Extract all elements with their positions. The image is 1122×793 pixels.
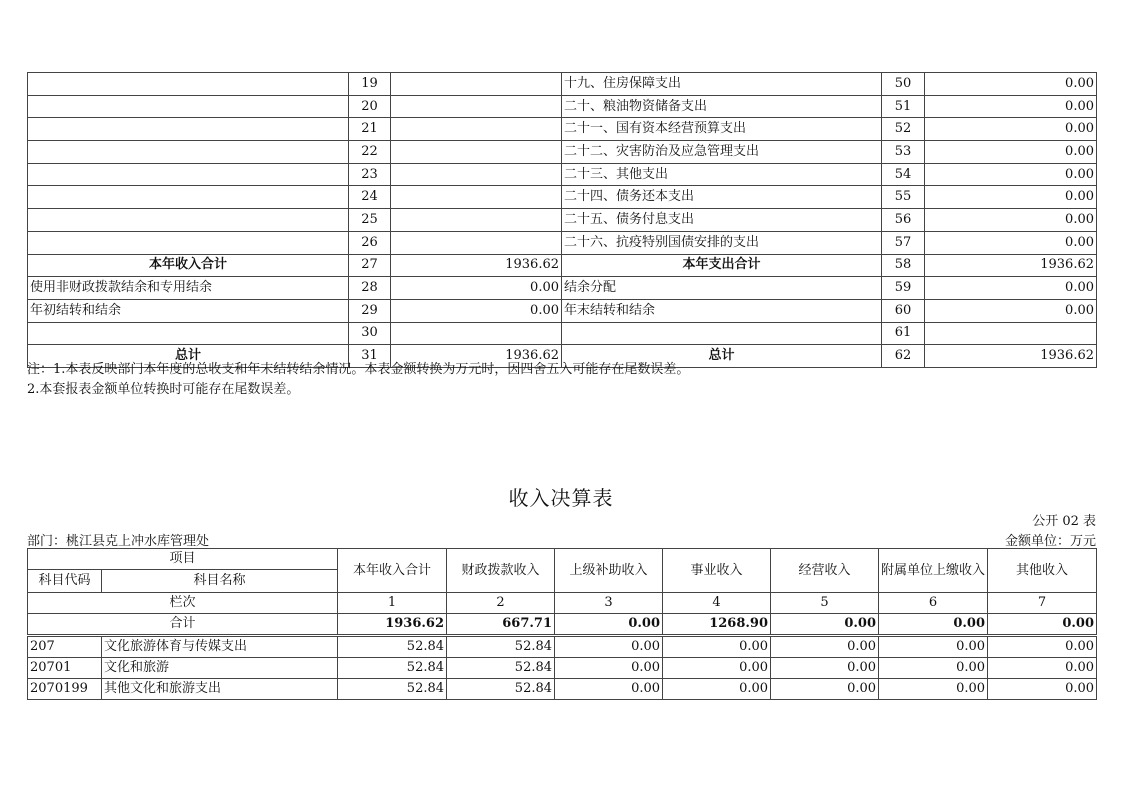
expense-item-label: 总计 — [562, 345, 882, 368]
expense-row-number: 55 — [882, 186, 925, 209]
col-number: 7 — [988, 593, 1097, 614]
note-line-2: 2.本套报表金额单位转换时可能存在尾数误差。 — [27, 382, 300, 397]
report-title: 收入决算表 — [508, 486, 614, 510]
income-item-label — [28, 209, 349, 232]
income-row-number: 27 — [349, 254, 391, 277]
income-row-number: 29 — [349, 299, 391, 322]
income-value: 0.00 — [879, 658, 988, 679]
col-number: 6 — [879, 593, 988, 614]
col-number-label: 栏次 — [28, 593, 338, 614]
income-amount — [391, 322, 562, 345]
expense-item-label: 十九、住房保障支出 — [562, 73, 882, 96]
expense-row-number: 58 — [882, 254, 925, 277]
expense-item-label: 二十五、债务付息支出 — [562, 209, 882, 232]
expense-item-label: 二十、粮油物资储备支出 — [562, 95, 882, 118]
expense-amount: 0.00 — [925, 95, 1097, 118]
expense-row-number: 53 — [882, 141, 925, 164]
total-value: 0.00 — [555, 614, 663, 636]
income-amount — [391, 186, 562, 209]
header-name: 科目名称 — [102, 570, 338, 593]
income-row-number: 25 — [349, 209, 391, 232]
income-row-number: 30 — [349, 322, 391, 345]
expense-amount: 0.00 — [925, 186, 1097, 209]
income-amount — [391, 95, 562, 118]
expense-amount: 0.00 — [925, 231, 1097, 254]
table-row — [28, 636, 1097, 658]
subject-name: 其他文化和旅游支出 — [102, 679, 338, 700]
expense-row-number: 52 — [882, 118, 925, 141]
income-amount: 1936.62 — [391, 345, 562, 368]
expense-amount: 0.00 — [925, 299, 1097, 322]
total-value: 0.00 — [988, 614, 1097, 636]
income-item-label — [28, 163, 349, 186]
expense-amount: 0.00 — [925, 73, 1097, 96]
expense-item-label: 年末结转和结余 — [562, 299, 882, 322]
income-amount — [391, 209, 562, 232]
income-item-label — [28, 141, 349, 164]
subject-code: 20701 — [28, 658, 102, 679]
expense-row-number: 61 — [882, 322, 925, 345]
expense-item-label: 本年支出合计 — [562, 254, 882, 277]
header-col-7: 其他收入 — [988, 549, 1097, 593]
income-amount — [391, 118, 562, 141]
header-code: 科目代码 — [28, 570, 102, 593]
income-row-number: 20 — [349, 95, 391, 118]
total-value: 1268.90 — [663, 614, 771, 636]
table-row — [28, 277, 1097, 300]
header-col-1: 本年收入合计 — [338, 549, 447, 593]
income-row-number: 24 — [349, 186, 391, 209]
table-row — [28, 254, 1097, 277]
income-amount: 0.00 — [391, 299, 562, 322]
col-number: 3 — [555, 593, 663, 614]
table-row — [28, 73, 1097, 96]
subject-name: 文化和旅游 — [102, 658, 338, 679]
table-row — [28, 186, 1097, 209]
total-value: 667.71 — [447, 614, 555, 636]
income-item-label: 使用非财政拨款结余和专用结余 — [28, 277, 349, 300]
unit-label: 金额单位：万元 — [1004, 534, 1096, 549]
expense-item-label: 二十四、债务还本支出 — [562, 186, 882, 209]
income-value: 0.00 — [771, 679, 879, 700]
table-row — [28, 658, 1097, 679]
income-item-label: 本年收入合计 — [28, 254, 349, 277]
table-row — [28, 163, 1097, 186]
expense-row-number: 60 — [882, 299, 925, 322]
expense-amount: 1936.62 — [925, 254, 1097, 277]
income-item-label — [28, 231, 349, 254]
income-value: 0.00 — [879, 636, 988, 658]
income-item-label — [28, 322, 349, 345]
income-value: 0.00 — [663, 679, 771, 700]
income-value: 0.00 — [555, 658, 663, 679]
department-label: 部门：桃江县克上冲水库管理处 — [27, 534, 210, 549]
income-row-number: 28 — [349, 277, 391, 300]
col-number: 4 — [663, 593, 771, 614]
total-value: 0.00 — [771, 614, 879, 636]
expense-amount: 0.00 — [925, 209, 1097, 232]
expense-item-label: 结余分配 — [562, 277, 882, 300]
col-number: 2 — [447, 593, 555, 614]
expense-amount: 0.00 — [925, 277, 1097, 300]
expense-amount: 1936.62 — [925, 345, 1097, 368]
expense-row-number: 51 — [882, 95, 925, 118]
expense-item-label: 二十一、国有资本经营预算支出 — [562, 118, 882, 141]
header-item: 项目 — [28, 549, 338, 570]
expense-row-number: 54 — [882, 163, 925, 186]
income-value: 52.84 — [447, 658, 555, 679]
expense-amount: 0.00 — [925, 118, 1097, 141]
expense-row-number: 62 — [882, 345, 925, 368]
income-amount: 1936.62 — [391, 254, 562, 277]
income-value: 0.00 — [555, 636, 663, 658]
expense-row-number: 57 — [882, 231, 925, 254]
income-row-number: 23 — [349, 163, 391, 186]
income-report-table — [27, 548, 1097, 700]
income-expense-summary-table — [27, 72, 1097, 368]
income-value: 0.00 — [988, 636, 1097, 658]
income-value: 52.84 — [447, 679, 555, 700]
table-row — [28, 209, 1097, 232]
col-number: 5 — [771, 593, 879, 614]
income-value: 52.84 — [447, 636, 555, 658]
subject-code: 207 — [28, 636, 102, 658]
income-value: 0.00 — [555, 679, 663, 700]
total-value: 1936.62 — [338, 614, 447, 636]
income-amount — [391, 231, 562, 254]
income-item-label: 总计 — [28, 345, 349, 368]
income-row-number: 31 — [349, 345, 391, 368]
income-row-number: 19 — [349, 73, 391, 96]
table-row — [28, 231, 1097, 254]
expense-amount: 0.00 — [925, 163, 1097, 186]
table-row — [28, 118, 1097, 141]
income-row-number: 22 — [349, 141, 391, 164]
header-col-4: 事业收入 — [663, 549, 771, 593]
expense-item-label: 二十三、其他支出 — [562, 163, 882, 186]
income-amount — [391, 141, 562, 164]
income-value: 0.00 — [771, 636, 879, 658]
income-amount — [391, 73, 562, 96]
income-value: 0.00 — [663, 658, 771, 679]
expense-amount: 0.00 — [925, 141, 1097, 164]
subject-name: 文化旅游体育与传媒支出 — [102, 636, 338, 658]
income-value: 52.84 — [338, 658, 447, 679]
income-amount — [391, 163, 562, 186]
income-item-label — [28, 73, 349, 96]
table-row — [28, 299, 1097, 322]
expense-item-label: 二十二、灾害防治及应急管理支出 — [562, 141, 882, 164]
income-row-number: 21 — [349, 118, 391, 141]
subject-code: 2070199 — [28, 679, 102, 700]
header-col-5: 经营收入 — [771, 549, 879, 593]
total-value: 0.00 — [879, 614, 988, 636]
table-row — [28, 322, 1097, 345]
table-row — [28, 679, 1097, 700]
note-line-1: 注：1.本表反映部门本年度的总收支和年末结转结余情况。本表金额转换为万元时，因四舍五入可能存在尾数误差。 — [27, 362, 690, 377]
income-value: 0.00 — [988, 658, 1097, 679]
income-item-label — [28, 118, 349, 141]
header-col-2: 财政拨款收入 — [447, 549, 555, 593]
table-row — [28, 141, 1097, 164]
form-number: 公开 02 表 — [1032, 514, 1096, 529]
total-label: 合计 — [28, 614, 338, 636]
expense-row-number: 56 — [882, 209, 925, 232]
income-value: 52.84 — [338, 679, 447, 700]
income-row-number: 26 — [349, 231, 391, 254]
income-value: 0.00 — [879, 679, 988, 700]
income-value: 52.84 — [338, 636, 447, 658]
expense-row-number: 59 — [882, 277, 925, 300]
total-row — [28, 614, 1097, 636]
income-value: 0.00 — [771, 658, 879, 679]
expense-amount — [925, 322, 1097, 345]
expense-item-label: 二十六、抗疫特别国债安排的支出 — [562, 231, 882, 254]
header-col-3: 上级补助收入 — [555, 549, 663, 593]
income-item-label — [28, 95, 349, 118]
income-value: 0.00 — [663, 636, 771, 658]
expense-row-number: 50 — [882, 73, 925, 96]
header-col-6: 附属单位上缴收入 — [879, 549, 988, 593]
table-row — [28, 95, 1097, 118]
income-value: 0.00 — [988, 679, 1097, 700]
col-number: 1 — [338, 593, 447, 614]
income-item-label: 年初结转和结余 — [28, 299, 349, 322]
income-item-label — [28, 186, 349, 209]
expense-item-label — [562, 322, 882, 345]
income-amount: 0.00 — [391, 277, 562, 300]
